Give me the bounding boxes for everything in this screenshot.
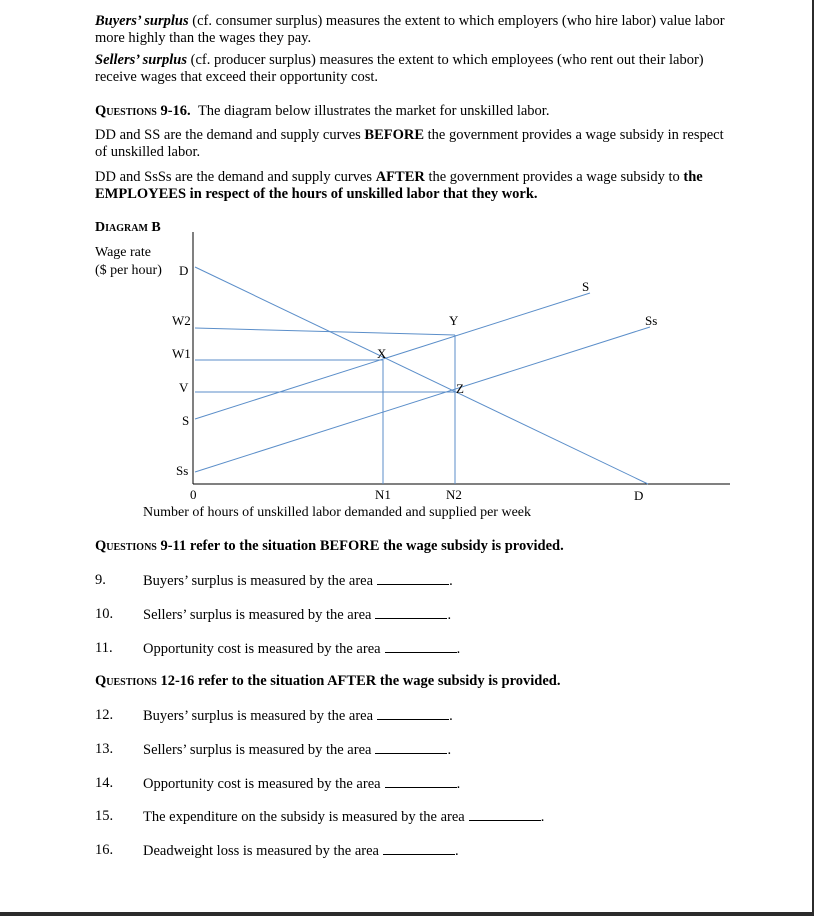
answer-blank-16[interactable] xyxy=(383,842,455,855)
question-9-number: 9. xyxy=(95,572,106,588)
question-11-text: Opportunity cost is measured by the area xyxy=(143,641,381,657)
answer-blank-15[interactable] xyxy=(469,808,541,821)
question-15-period: . xyxy=(540,809,545,825)
answer-blank-9[interactable] xyxy=(377,572,449,585)
label-N2: N2 xyxy=(446,487,462,502)
question-13-number: 13. xyxy=(95,741,114,757)
y-axis-label-line1: Wage rate xyxy=(95,245,151,260)
label-D-top: D xyxy=(179,263,189,278)
question-12 xyxy=(143,707,453,725)
question-16-period: . xyxy=(454,843,459,859)
label-S-end: S xyxy=(582,279,590,294)
question-9-text: Buyers’ surplus is measured by the area xyxy=(143,573,374,589)
question-16-text: Deadweight loss is measured by the area xyxy=(143,843,379,859)
before-para-bold: BEFORE xyxy=(364,127,425,143)
label-origin: 0 xyxy=(190,487,197,502)
question-14-text: Opportunity cost is measured by the area xyxy=(143,776,381,792)
question-9-period: . xyxy=(449,573,453,589)
question-13-text: Sellers’ surplus is measured by the area xyxy=(143,742,372,758)
label-S-axis: S xyxy=(182,413,190,428)
answer-blank-14[interactable] xyxy=(385,775,457,788)
label-point-Z: Z xyxy=(456,381,464,396)
after-para-part2: the government provides a wage subsidy to xyxy=(424,169,684,185)
section-before-heading xyxy=(95,538,564,555)
question-10-period: . xyxy=(447,607,452,623)
questions-9-16-label: Questions 9-16. xyxy=(95,103,191,119)
question-14-number: 14. xyxy=(95,775,114,791)
section-before-label: Questions 9-11 xyxy=(95,538,187,554)
sellers-surplus-term: Sellers’ surplus xyxy=(95,52,187,68)
y-axis-label-line2: ($ per hour) xyxy=(95,263,162,278)
question-14-period: . xyxy=(456,776,461,792)
question-13 xyxy=(143,741,451,759)
sellers-surplus-text: (cf. producer surplus) measures the extent to which employees (who rent out their labor) receive wages that exceed their opportunity cost. xyxy=(95,52,704,85)
before-para-part1: DD and SS are the demand and supply curves xyxy=(95,127,365,143)
label-Ss-axis: Ss xyxy=(176,463,189,478)
demand-curve-DD xyxy=(195,267,648,484)
question-14 xyxy=(143,775,460,793)
label-W1: W1 xyxy=(172,346,191,361)
question-13-period: . xyxy=(447,742,452,758)
question-15-text: The expenditure on the subsidy is measured by the area xyxy=(143,809,465,825)
question-11 xyxy=(143,640,460,658)
buyers-surplus-text: (cf. consumer surplus) measures the extent to which employers (who hire labor) value labor more highly than the wages they pay. xyxy=(95,13,725,46)
section-before-text: refer to the situation BEFORE the wage subsidy is provided. xyxy=(186,538,564,554)
diagram-title: Diagram B xyxy=(95,220,161,235)
question-15 xyxy=(143,808,544,826)
section-after-text: refer to the situation AFTER the wage subsidy is provided. xyxy=(194,673,561,689)
after-para-bold2: the EMPLOYEES in respect of the hours of unskilled labor that they work. xyxy=(95,169,703,202)
answer-blank-12[interactable] xyxy=(377,707,449,720)
label-N1: N1 xyxy=(375,487,391,502)
question-10 xyxy=(143,606,451,624)
x-axis-label: Number of hours of unskilled labor demanded and supplied per week xyxy=(143,505,532,520)
supply-curve-SS xyxy=(195,293,590,419)
question-11-number: 11. xyxy=(95,640,113,656)
questions-9-16-text: The diagram below illustrates the market for unskilled labor. xyxy=(197,103,550,119)
question-10-text: Sellers’ surplus is measured by the area xyxy=(143,607,372,623)
supply-curve-SsSs xyxy=(195,327,650,472)
answer-blank-11[interactable] xyxy=(385,640,457,653)
after-para-part1: DD and SsSs are the demand and supply curves xyxy=(95,169,376,185)
label-Ss-end: Ss xyxy=(645,313,658,328)
question-16-number: 16. xyxy=(95,842,114,858)
question-9 xyxy=(143,572,453,590)
answer-blank-10[interactable] xyxy=(375,606,447,619)
question-12-period: . xyxy=(449,708,453,724)
answer-blank-13[interactable] xyxy=(375,741,447,754)
question-15-number: 15. xyxy=(95,808,114,824)
section-after-label: Questions 12-16 xyxy=(95,673,195,689)
section-after-heading xyxy=(95,673,560,690)
question-11-period: . xyxy=(456,641,461,657)
label-D-bottom: D xyxy=(634,488,644,503)
question-16 xyxy=(143,842,459,860)
label-point-X: X xyxy=(377,346,387,361)
question-12-text: Buyers’ surplus is measured by the area xyxy=(143,708,374,724)
after-para-bold1: AFTER xyxy=(375,169,425,185)
question-10-number: 10. xyxy=(95,606,114,622)
label-W2: W2 xyxy=(172,313,191,328)
buyers-surplus-term: Buyers’ surplus xyxy=(95,13,189,29)
label-point-Y: Y xyxy=(449,313,459,328)
question-12-number: 12. xyxy=(95,707,114,723)
before-para-part2: the government provides a wage subsidy in respect of unskilled labor. xyxy=(95,127,724,160)
label-V: V xyxy=(179,380,189,395)
